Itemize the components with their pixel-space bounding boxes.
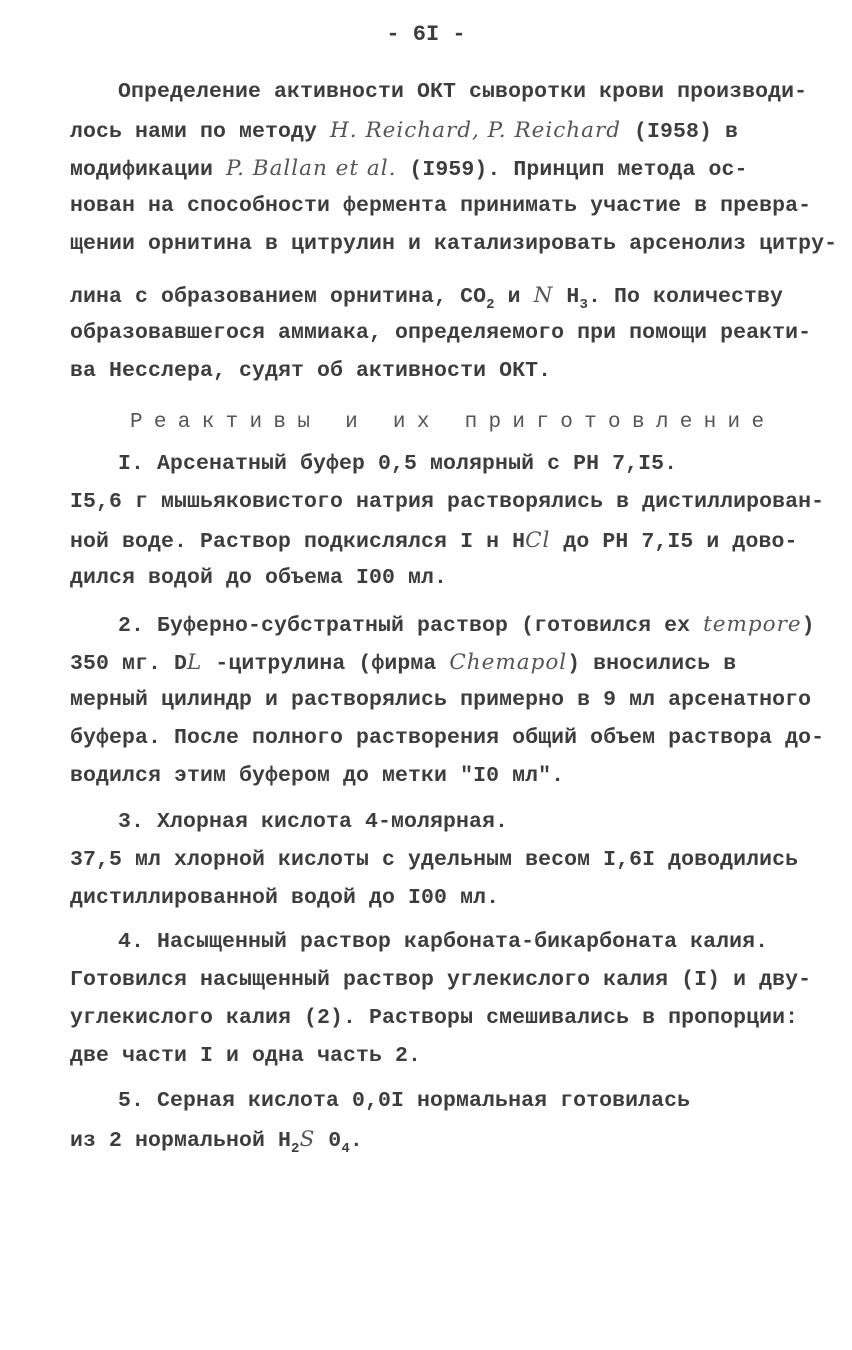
- paragraph1-line-3: [70, 156, 747, 182]
- line-text: 350 мг. D: [70, 652, 188, 676]
- line-text: 0: [315, 1129, 342, 1153]
- paragraph1-line-7: образовавшегося аммиака, определяемого при помощи реакти-: [70, 321, 812, 345]
- line-text: 2. Буферно-субстратный раствор (готовился ex: [118, 614, 704, 638]
- item-2-line: водился этим буфером до метки "I0 мл".: [70, 764, 565, 788]
- subscript: 3: [579, 297, 588, 313]
- paragraph1-line-1: Определение активности ОКТ сыворотки крови производи-: [118, 80, 808, 104]
- subscript: 4: [341, 1141, 350, 1157]
- line-text: -цитрулина (фирма: [202, 652, 450, 676]
- paragraph1-line-5: щении орнитина в цитрулин и катализировать арсенолиз цитру-: [70, 232, 838, 256]
- handwritten-word: Chemapol: [449, 650, 568, 675]
- item-1-title: I. Арсенатный буфер 0,5 молярный с РН 7,I5.: [118, 452, 678, 476]
- item-4-line: Готовился насыщенный раствор углекислого калия (I) и дву-: [70, 968, 812, 992]
- page-number: - 6I -: [386, 22, 466, 47]
- paragraph1-line-6: [70, 283, 783, 313]
- handwritten-authors: H. Reichard, P. Reichard: [330, 118, 621, 143]
- paragraph1-line-4: нован на способности фермента принимать участие в превра-: [70, 194, 812, 218]
- line-text: ): [801, 614, 815, 638]
- handwritten-word: tempore: [703, 612, 802, 637]
- section-heading: Реактивы и их приготовление: [130, 411, 776, 434]
- line-text: (I959). Принцип метода ос-: [396, 158, 748, 182]
- line-text: и: [494, 285, 534, 309]
- item-3-line: 37,5 мл хлорной кислоты с удельным весом I,6I доводились: [70, 848, 799, 872]
- line-text: . По количеству: [587, 285, 783, 309]
- handwritten-symbol: N: [533, 283, 554, 308]
- handwritten-symbol: S: [299, 1127, 316, 1152]
- subscript: 2: [291, 1141, 300, 1157]
- item-2-line: [70, 650, 736, 676]
- line-text: (I958) в: [620, 120, 739, 144]
- item-4-line: углекислого калия (2). Растворы смешивались в пропорции:: [70, 1006, 799, 1030]
- line-text: H: [553, 285, 580, 309]
- handwritten-symbol: Cl: [525, 528, 551, 553]
- item-5-title: 5. Серная кислота 0,0I нормальная готовилась: [118, 1089, 691, 1113]
- item-1-line: дился водой до объема I00 мл.: [70, 566, 448, 590]
- paragraph1-line-8: ва Несслера, судят об активности ОКТ.: [70, 359, 552, 383]
- line-text: лось нами по методу: [70, 120, 331, 144]
- handwritten-authors: P. Ballan et al.: [226, 156, 397, 181]
- item-4-line: две части I и одна часть 2.: [70, 1044, 422, 1068]
- line-text: лина с образованием орнитина, CO: [70, 285, 487, 309]
- paragraph1-line-2: [70, 118, 738, 144]
- line-text: из 2 нормальной H: [70, 1129, 292, 1153]
- item-1-line: I5,6 г мышьяковистого натрия растворялись в дистиллирован-: [70, 490, 825, 514]
- line-text: .: [349, 1129, 363, 1153]
- line-text: ) вносились в: [567, 652, 737, 676]
- line-text: ной воде. Раствор подкислялся I н H: [70, 530, 526, 554]
- subscript: 2: [486, 297, 495, 313]
- line-text: до РН 7,I5 и дово-: [550, 530, 798, 554]
- item-2-title: [118, 612, 815, 638]
- line-text: модификации: [70, 158, 227, 182]
- item-2-line: мерный цилиндр и растворялись примерно в 9 мл арсенатного: [70, 688, 812, 712]
- item-2-line: буфера. После полного растворения общий объем раствора до-: [70, 726, 825, 750]
- item-3-title: 3. Хлорная кислота 4-молярная.: [118, 810, 509, 834]
- handwritten-symbol: L: [187, 650, 203, 675]
- item-5-line: [70, 1127, 363, 1157]
- item-1-line: [70, 528, 797, 554]
- item-3-line: дистиллированной водой до I00 мл.: [70, 886, 500, 910]
- item-4-title: 4. Насыщенный раствор карбоната-бикарбоната калия.: [118, 930, 769, 954]
